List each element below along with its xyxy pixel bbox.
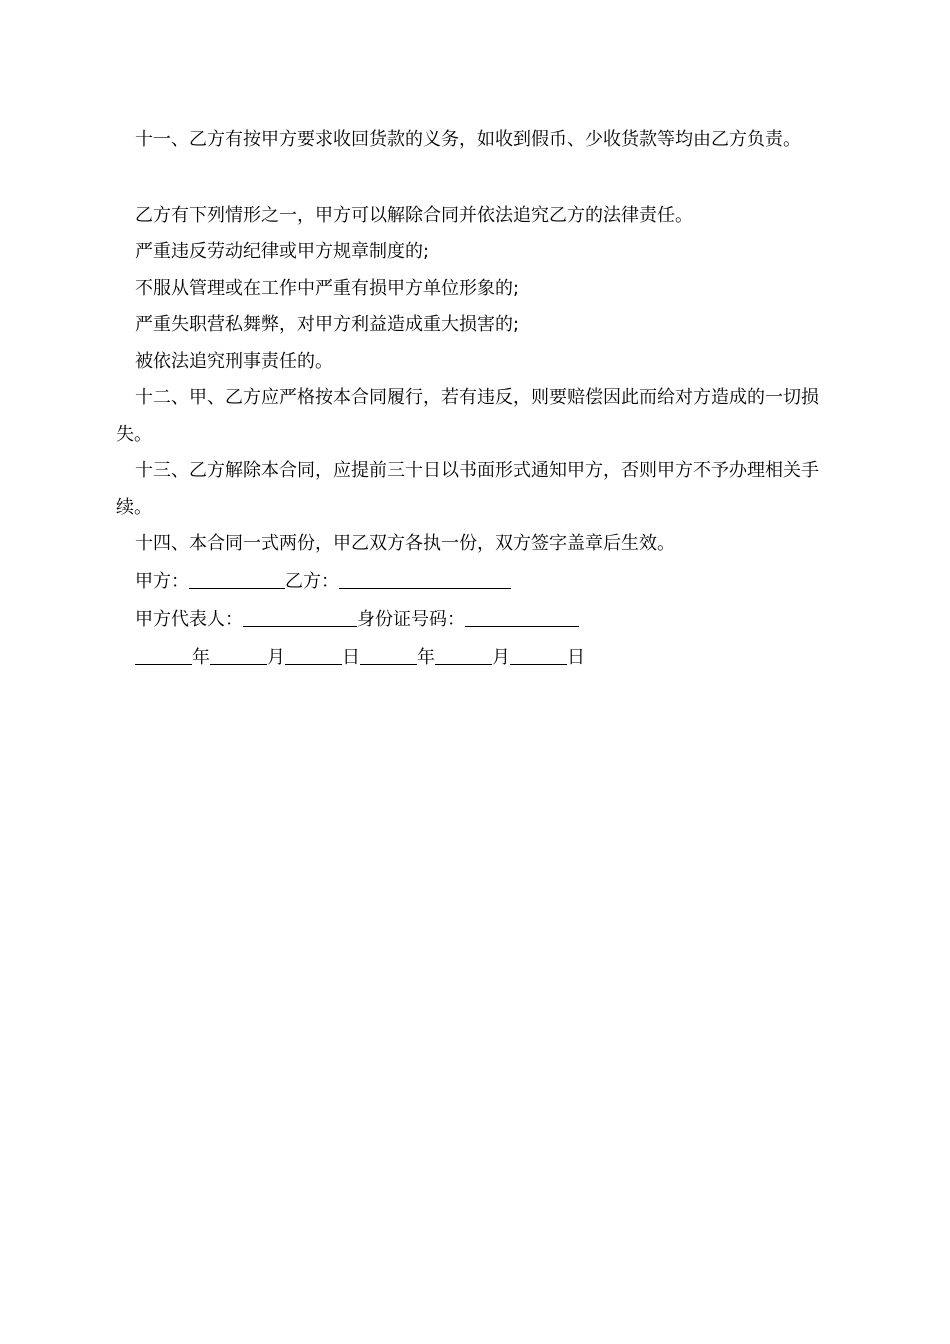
- clause-11: 十一、乙方有按甲方要求收回货款的义务，如收到假币、少收货款等均由乙方负责。: [135, 129, 801, 150]
- representative-line: [116, 601, 846, 639]
- party-signature-line: [116, 563, 846, 601]
- representative-label: 甲方代表人：: [135, 608, 243, 630]
- id-number-blank[interactable]: [465, 604, 579, 627]
- day-blank-b[interactable]: [510, 642, 567, 665]
- month-blank-b[interactable]: [435, 642, 492, 665]
- termination-intro: 乙方有下列情形之一，甲方可以解除合同并依法追究乙方的法律责任。: [135, 204, 693, 226]
- year-label-a: 年: [192, 646, 210, 668]
- clause-12: 十二、甲、乙方应严格按本合同履行，若有违反，则要赔偿因此而给对方造成的一切损失。: [116, 387, 819, 445]
- date-line: [116, 639, 846, 677]
- year-blank-b[interactable]: [360, 642, 417, 665]
- day-label-a: 日: [342, 646, 360, 668]
- year-blank-a[interactable]: [135, 642, 192, 665]
- day-blank-a[interactable]: [285, 642, 342, 665]
- month-blank-a[interactable]: [210, 642, 267, 665]
- termination-item: 严重失职营私舞弊，对甲方利益造成重大损害的;: [135, 314, 520, 335]
- month-label-b: 月: [492, 646, 510, 668]
- party-b-blank[interactable]: [339, 566, 511, 589]
- clause-13: 十三、乙方解除本合同，应提前三十日以书面形式通知甲方，否则甲方不予办理相关手续。: [116, 460, 819, 518]
- party-a-label: 甲方：: [135, 570, 189, 592]
- termination-item: 不服从管理或在工作中严重有损甲方单位形象的;: [135, 277, 520, 299]
- party-b-label: 乙方：: [285, 570, 339, 592]
- contract-body: [116, 122, 846, 677]
- id-number-label: 身份证号码：: [357, 608, 465, 630]
- year-label-b: 年: [417, 646, 435, 668]
- termination-item: 严重违反劳动纪律或甲方规章制度的;: [135, 241, 430, 262]
- day-label-b: 日: [567, 646, 585, 668]
- month-label-a: 月: [267, 646, 285, 668]
- representative-blank[interactable]: [243, 604, 357, 627]
- party-a-blank[interactable]: [189, 566, 285, 589]
- clause-14: 十四、本合同一式两份，甲乙双方各执一份，双方签字盖章后生效。: [135, 533, 675, 554]
- termination-item: 被依法追究刑事责任的。: [135, 350, 333, 372]
